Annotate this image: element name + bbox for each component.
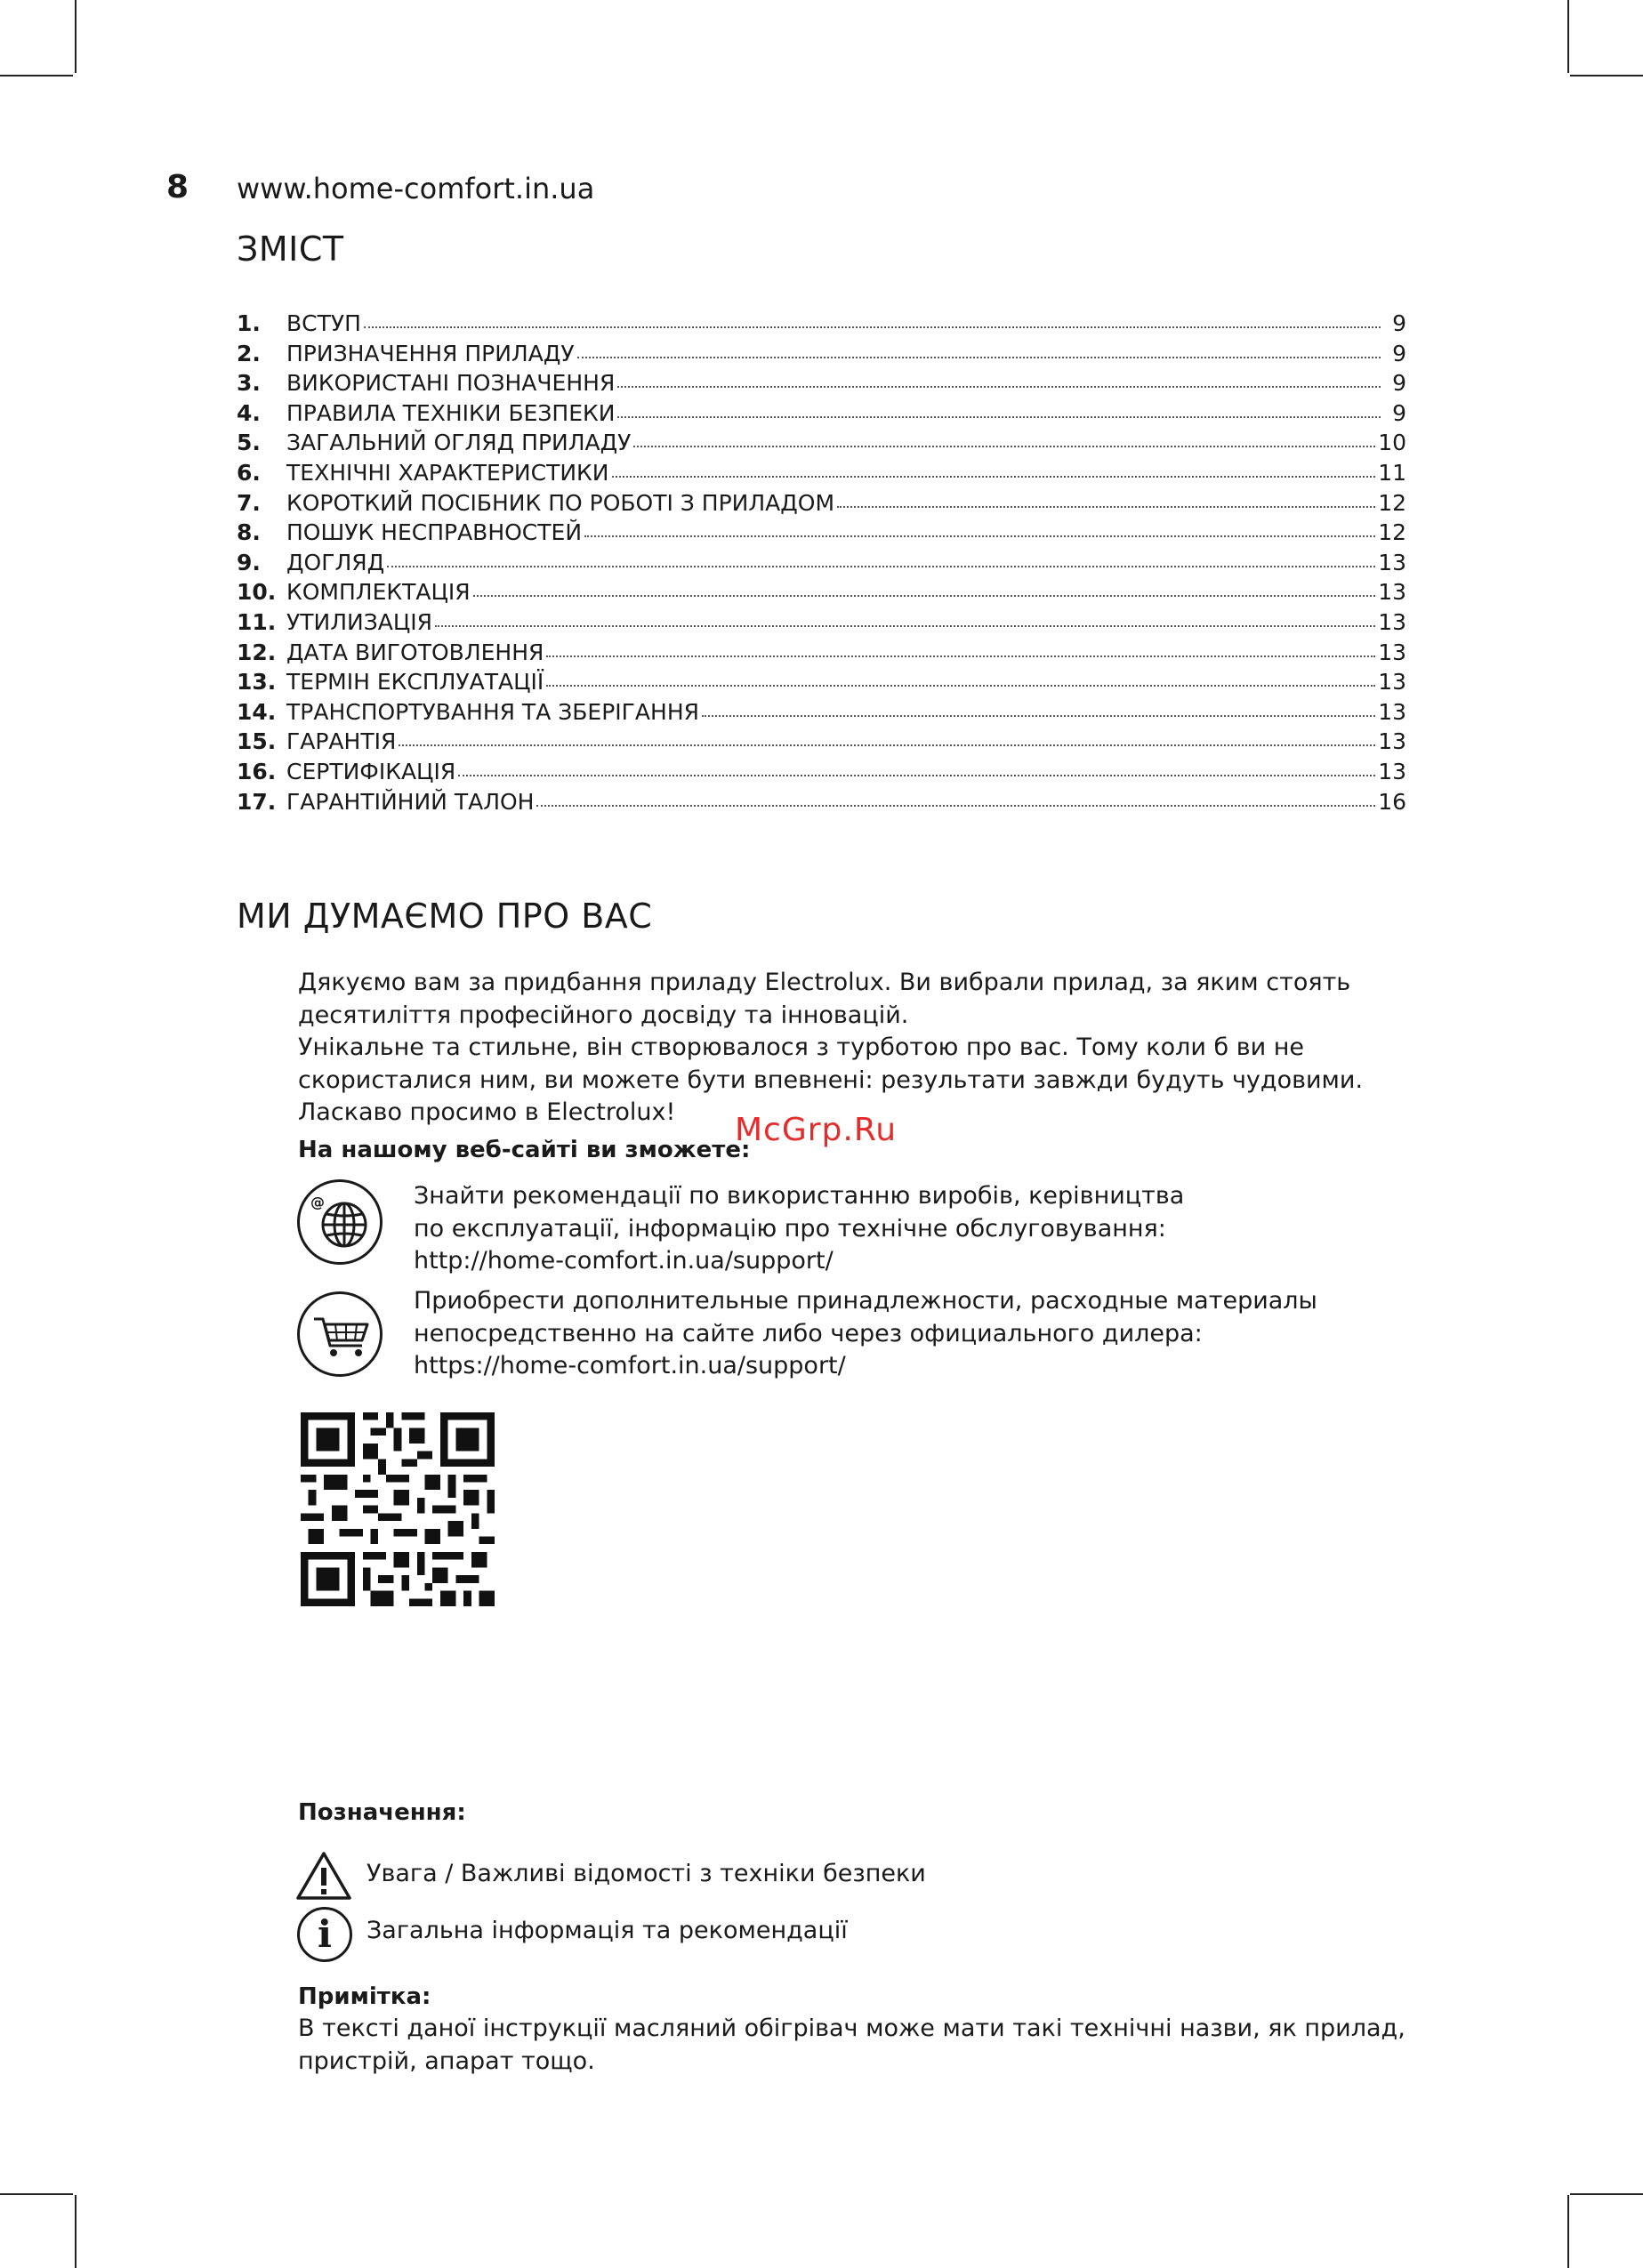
intro-line: Дякуємо вам за придбання приладу Electrolux. Ви вибрали прилад, за яким стоять xyxy=(298,969,1351,996)
toc-entry-title: КОМПЛЕКТАЦІЯ xyxy=(286,579,471,606)
toc-row[interactable] xyxy=(237,728,1406,759)
crop-mark xyxy=(1570,2193,1643,2195)
intro-paragraph xyxy=(298,967,1419,1130)
feature-line: непосредственно на сайте либо через официального дилера: xyxy=(414,1319,1203,1347)
toc-leader xyxy=(633,446,1375,447)
note-text xyxy=(298,2013,1419,2078)
legend-label: Позначення: xyxy=(298,1799,466,1826)
toc-row[interactable] xyxy=(237,519,1406,550)
toc-entry-title: ТЕРМІН ЕКСПЛУАТАЦІЇ xyxy=(286,669,544,696)
crop-mark xyxy=(1570,75,1643,76)
toc-number: 7. xyxy=(237,489,261,516)
toc-leader xyxy=(617,416,1381,418)
legend-info-text: Загальна інформація та рекомендації xyxy=(366,1917,848,1944)
toc-row[interactable] xyxy=(237,609,1406,639)
globe-icon xyxy=(297,1179,383,1265)
toc-entry-title: ТРАНСПОРТУВАННЯ ТА ЗБЕРІГАННЯ xyxy=(286,698,699,725)
toc-row[interactable] xyxy=(237,341,1406,371)
info-icon xyxy=(297,1907,352,1962)
toc-number: 6. xyxy=(237,459,261,486)
toc-row[interactable] xyxy=(237,460,1406,490)
toc-entry-title: ПРАВИЛА ТЕХНІКИ БЕЗПЕКИ xyxy=(286,399,616,426)
intro-line: Ласкаво просимо в Electrolux! xyxy=(298,1098,676,1126)
toc-leader xyxy=(435,625,1375,627)
watermark: McGrp.Ru xyxy=(735,1112,898,1148)
toc-page: 13 xyxy=(1378,639,1406,665)
toc-row[interactable] xyxy=(237,430,1406,460)
toc-page: 12 xyxy=(1378,489,1406,516)
toc-number: 14. xyxy=(237,698,277,725)
intro-line: скористалися ним, ви можете бути впевнені: результати завжди будуть чудовими. xyxy=(298,1066,1364,1094)
toc-leader xyxy=(536,805,1375,807)
crop-mark xyxy=(75,0,77,73)
toc-row[interactable] xyxy=(237,550,1406,580)
crop-mark xyxy=(0,75,73,76)
toc-page: 16 xyxy=(1378,788,1406,815)
svg-text:@: @ xyxy=(310,1194,325,1210)
legend-warning-text: Увага / Важливі відомості з техніки безпеки xyxy=(366,1860,926,1887)
info-glyph: i xyxy=(318,1912,332,1956)
toc-leader xyxy=(546,655,1375,657)
toc-leader xyxy=(584,535,1375,537)
toc-page: 13 xyxy=(1378,728,1406,755)
toc-number: 17. xyxy=(237,788,277,815)
page-number: 8 xyxy=(166,169,189,205)
toc-page: 13 xyxy=(1378,758,1406,784)
toc-page: 13 xyxy=(1378,669,1406,696)
toc-entry-title: ПОШУК НЕСПРАВНОСТЕЙ xyxy=(286,519,583,546)
toc-row[interactable] xyxy=(237,579,1406,609)
toc-row[interactable] xyxy=(237,669,1406,699)
toc-page: 9 xyxy=(1392,310,1406,336)
crop-mark xyxy=(0,2193,73,2195)
toc-leader xyxy=(364,326,1381,328)
note-label: Примітка: xyxy=(298,1983,431,2010)
qr-code[interactable] xyxy=(301,1412,495,1606)
toc-page: 13 xyxy=(1378,579,1406,606)
intro-line: Унікальне та стильне, він створювалося з турботою про вас. Тому коли б ви не xyxy=(298,1033,1305,1061)
toc-entry-title: ПРИЗНАЧЕННЯ ПРИЛАДУ xyxy=(286,340,575,366)
toc-row[interactable] xyxy=(237,789,1406,819)
toc-number: 2. xyxy=(237,340,261,366)
warning-icon xyxy=(295,1850,352,1902)
toc-number: 16. xyxy=(237,758,277,784)
feature-line: по експлуатації, інформацію про технічне обслуговування: xyxy=(414,1214,1166,1243)
toc-number: 12. xyxy=(237,639,277,665)
toc-row[interactable] xyxy=(237,759,1406,789)
toc-leader xyxy=(458,775,1375,776)
toc-number: 15. xyxy=(237,728,277,755)
toc-row[interactable] xyxy=(237,699,1406,729)
toc-entry-title: ТЕХНІЧНІ ХАРАКТЕРИСТИКИ xyxy=(286,459,609,486)
toc-row[interactable] xyxy=(237,400,1406,430)
toc-page: 11 xyxy=(1378,459,1406,486)
toc-leader xyxy=(387,566,1375,567)
toc-leader xyxy=(399,744,1375,746)
toc-number: 8. xyxy=(237,519,261,546)
toc-row[interactable] xyxy=(237,639,1406,670)
toc-number: 10. xyxy=(237,579,277,606)
support-link[interactable]: http://home-comfort.in.ua/support/ xyxy=(414,1247,834,1275)
toc-page: 12 xyxy=(1378,519,1406,546)
toc-page: 9 xyxy=(1392,340,1406,366)
toc-entry-title: ЗАГАЛЬНИЙ ОГЛЯД ПРИЛАДУ xyxy=(286,430,632,456)
toc-title: ЗМІСТ xyxy=(237,229,344,269)
site-url: www.home-comfort.in.ua xyxy=(237,172,595,205)
crop-mark xyxy=(1567,0,1569,73)
toc-number: 4. xyxy=(237,399,261,426)
table-of-contents xyxy=(237,310,1406,818)
toc-entry-title: ГАРАНТІЯ xyxy=(286,728,397,755)
feature-line: Знайти рекомендації по використанню виробів, керівництва xyxy=(414,1182,1185,1210)
feature-line: Приобрести дополнительные принадлежности, расходные материалы xyxy=(414,1287,1317,1315)
toc-entry-title: ДАТА ВИГОТОВЛЕННЯ xyxy=(286,639,544,665)
toc-leader xyxy=(577,357,1381,358)
toc-leader xyxy=(473,595,1376,597)
toc-entry-title: КОРОТКИЙ ПОСІБНИК ПО РОБОТІ З ПРИЛАДОМ xyxy=(286,489,835,516)
toc-number: 1. xyxy=(237,310,261,336)
toc-leader xyxy=(612,476,1376,478)
intro-line: десятиліття професійного досвіду та інновацій. xyxy=(298,1001,909,1029)
toc-entry-title: ГАРАНТІЙНИЙ ТАЛОН xyxy=(286,788,535,815)
website-label: На нашому веб-сайті ви зможете: xyxy=(298,1137,751,1163)
toc-leader xyxy=(837,506,1375,508)
toc-leader xyxy=(546,685,1375,687)
toc-page: 9 xyxy=(1392,370,1406,397)
toc-leader xyxy=(702,715,1375,717)
toc-page: 13 xyxy=(1378,549,1406,575)
toc-page: 10 xyxy=(1378,430,1406,456)
welcome-title: МИ ДУМАЄМО ПРО ВАС xyxy=(237,897,653,936)
toc-number: 5. xyxy=(237,430,261,456)
note-line: В тексті даної інструкції масляний обігрівач може мати такі технічні назви, як прилад, xyxy=(298,2015,1405,2042)
note-line: пристрій, апарат тощо. xyxy=(298,2047,595,2075)
cart-icon xyxy=(297,1291,383,1377)
support-link[interactable]: https://home-comfort.in.ua/support/ xyxy=(414,1352,846,1379)
toc-number: 13. xyxy=(237,669,277,696)
toc-number: 3. xyxy=(237,370,261,397)
toc-entry-title: СЕРТИФІКАЦІЯ xyxy=(286,758,456,784)
toc-entry-title: ВСТУП xyxy=(286,310,361,336)
feature-support xyxy=(414,1180,1410,1278)
toc-page: 9 xyxy=(1392,399,1406,426)
toc-row[interactable] xyxy=(237,490,1406,520)
toc-number: 9. xyxy=(237,549,261,575)
toc-entry-title: ВИКОРИСТАНІ ПОЗНАЧЕННЯ xyxy=(286,370,616,397)
crop-mark xyxy=(1567,2195,1569,2268)
toc-leader xyxy=(617,386,1381,388)
toc-row[interactable] xyxy=(237,370,1406,400)
toc-entry-title: УТИЛИЗАЦІЯ xyxy=(286,608,432,635)
toc-page: 13 xyxy=(1378,698,1406,725)
toc-entry-title: ДОГЛЯД xyxy=(286,549,385,575)
toc-page: 13 xyxy=(1378,608,1406,635)
toc-number: 11. xyxy=(237,608,277,635)
feature-accessories xyxy=(414,1285,1410,1383)
toc-row[interactable] xyxy=(237,310,1406,341)
crop-mark xyxy=(75,2195,77,2268)
